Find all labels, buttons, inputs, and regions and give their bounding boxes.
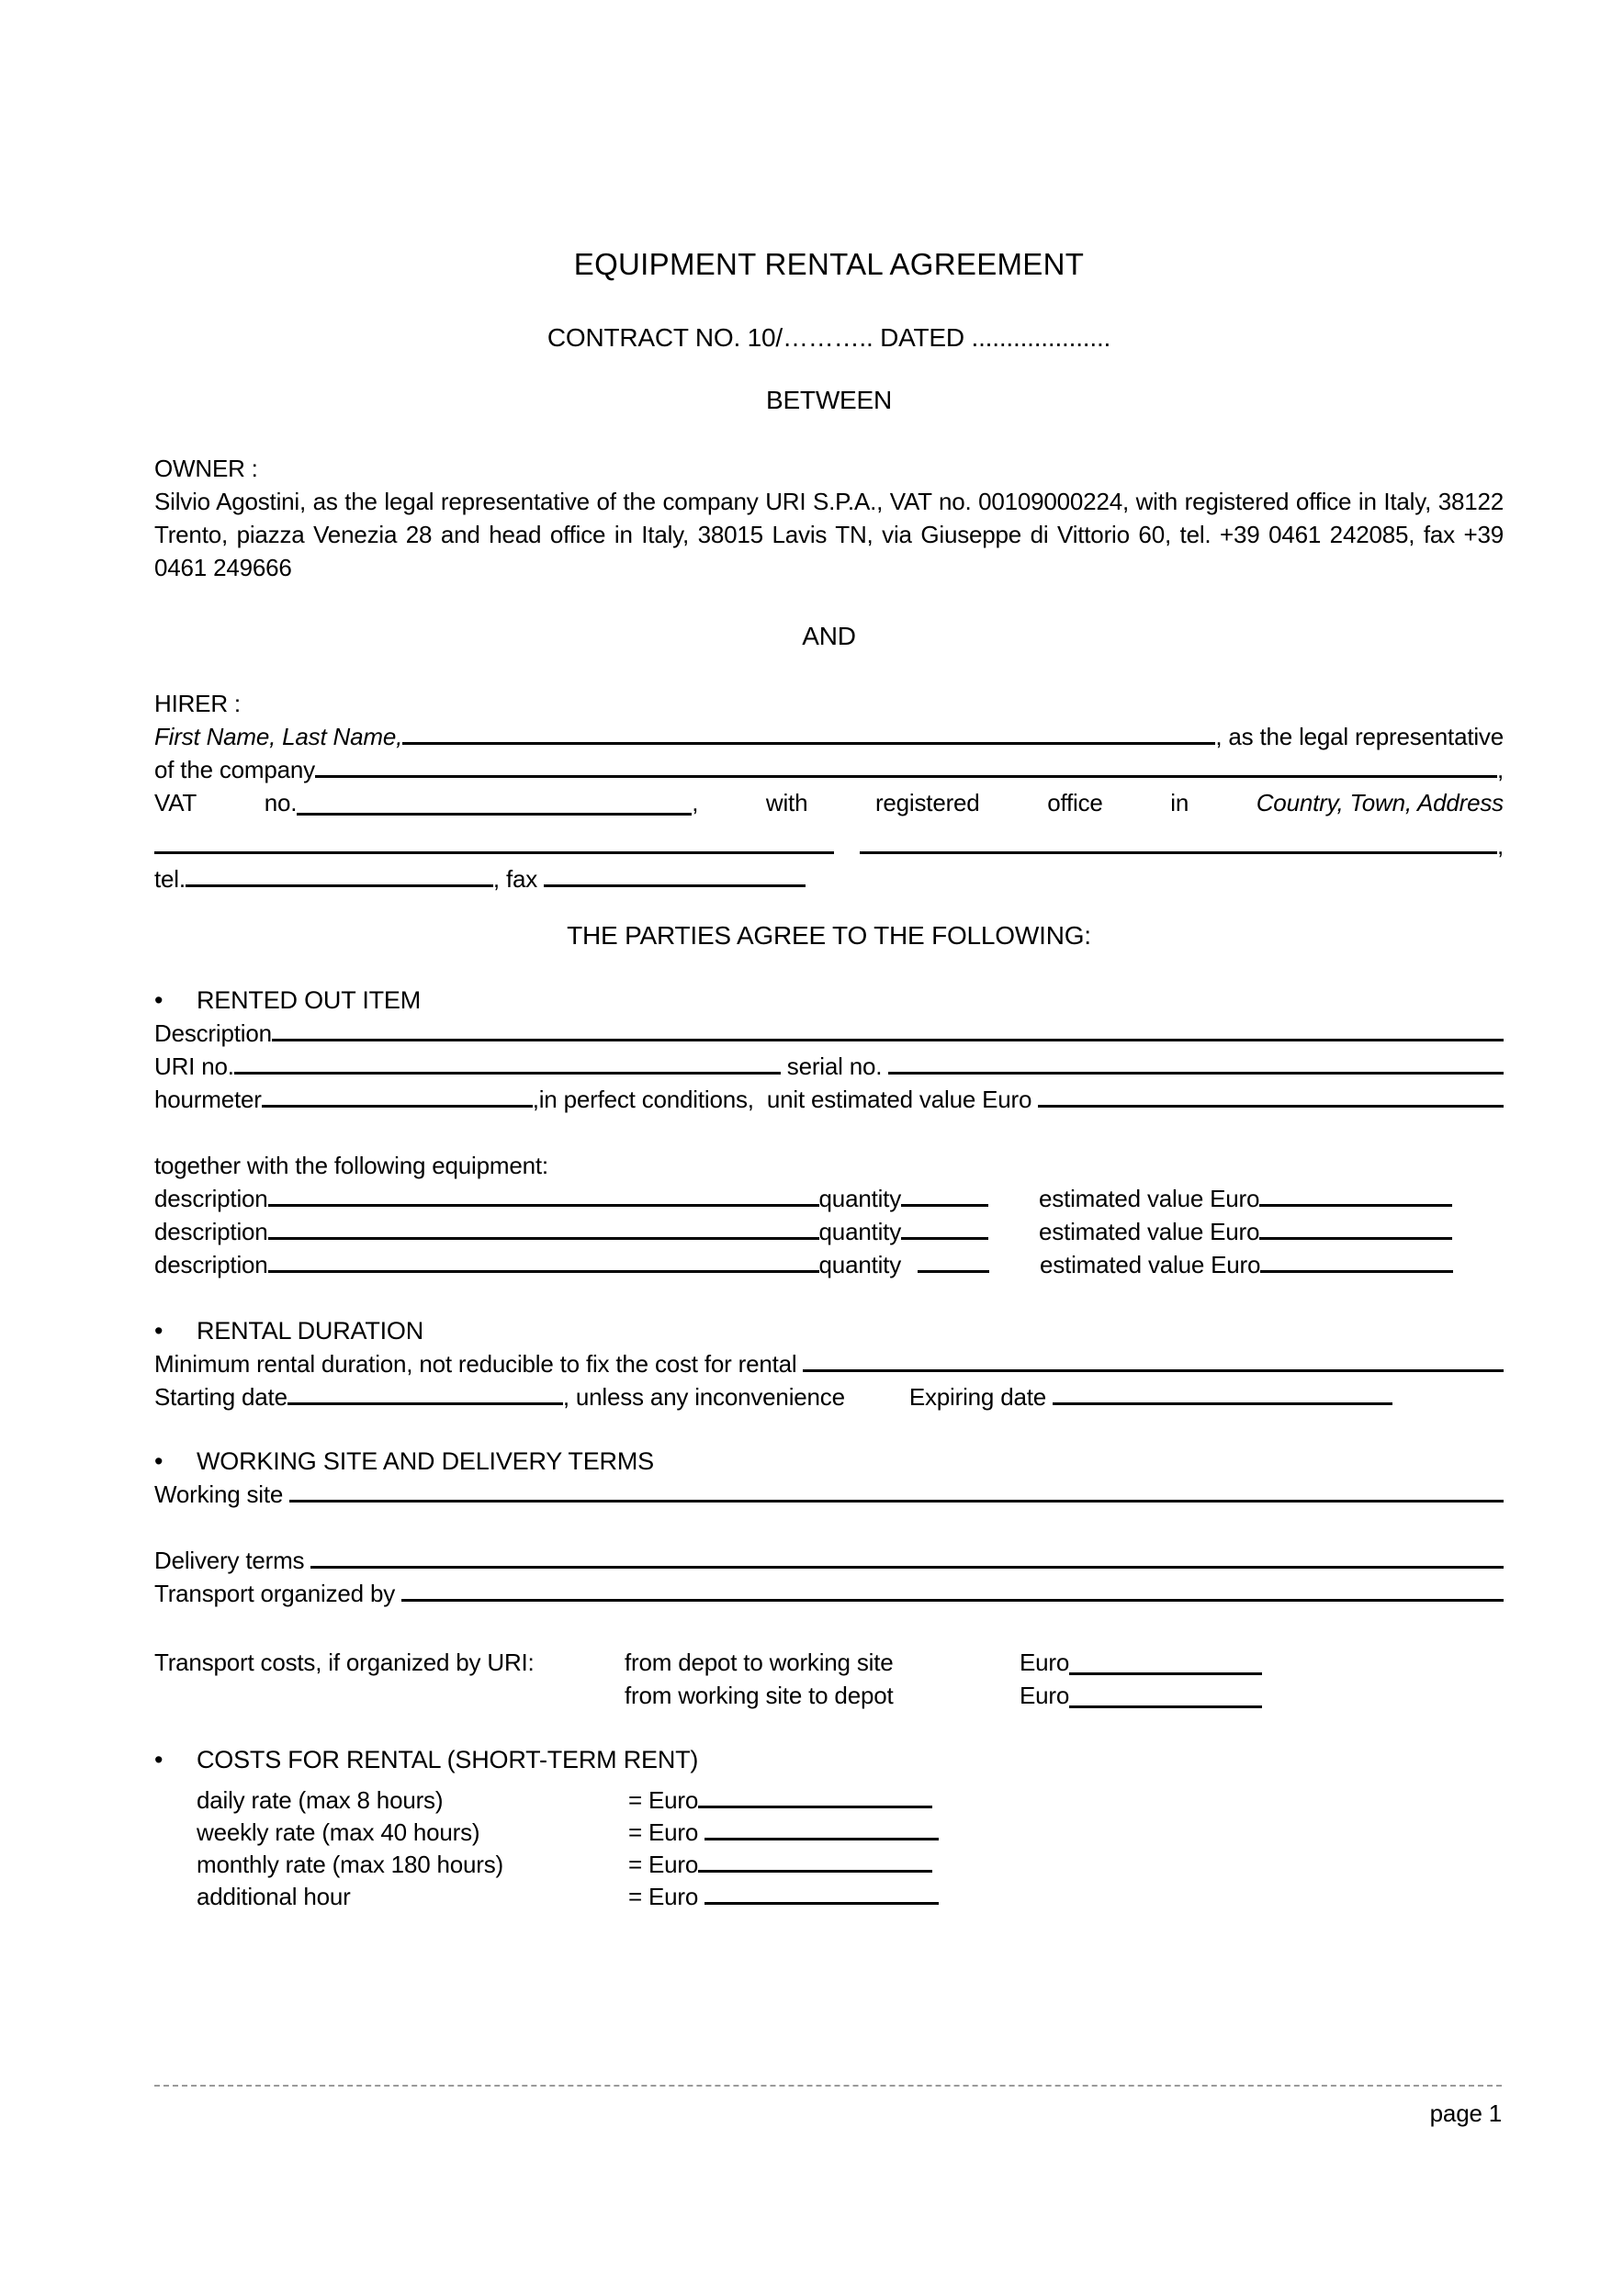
footer-divider-rule: [154, 2085, 1502, 2087]
blank-field: [262, 1105, 533, 1108]
blank-field: [287, 1402, 563, 1405]
field-label: URI no.: [154, 1052, 234, 1080]
field-label: Transport organized by: [154, 1580, 402, 1607]
transport-route-label: from depot to working site: [625, 1649, 894, 1676]
equipment-rows: [154, 1182, 1504, 1281]
field-label: hourmeter: [154, 1086, 262, 1113]
blank-field: [698, 1806, 932, 1808]
section-heading-label: RENTED OUT ITEM: [197, 986, 422, 1014]
field-label: description: [154, 1218, 268, 1245]
form-line: [154, 1182, 1504, 1215]
rate-row: [154, 1784, 1504, 1817]
section-costs-rental: [154, 1743, 1504, 1913]
blank-field: [901, 1237, 988, 1240]
blank-field: [901, 1204, 988, 1207]
section-rental-duration: [154, 1314, 1504, 1413]
blank-field: [402, 742, 1215, 745]
section-heading-label: WORKING SITE AND DELIVERY TERMS: [197, 1447, 654, 1475]
form-line: [154, 1215, 1504, 1248]
transport-costs-intro: Transport costs, if organized by URI:: [154, 1649, 535, 1676]
form-line: [154, 753, 1504, 786]
form-line: [154, 829, 1504, 862]
section-heading-working-site: [154, 1445, 1504, 1478]
blank-field: [803, 1369, 1504, 1372]
blank-field: [888, 1072, 1504, 1075]
rate-eq-label: = Euro: [628, 1883, 705, 1910]
section-rented-out-item: [154, 984, 1504, 1281]
field-label: estimated value Euro: [1039, 1218, 1260, 1245]
field-label-italic: Country, Town, Address: [1256, 789, 1504, 816]
form-line: [154, 786, 1504, 819]
blank-field: [698, 1870, 932, 1873]
field-label: quantity: [818, 1185, 902, 1212]
rate-eq-label: = Euro: [628, 1786, 699, 1814]
blank-field: [289, 1500, 1504, 1503]
field-label: Working site: [154, 1480, 290, 1508]
rate-eq-label: = Euro: [628, 1818, 705, 1846]
section-heading-label: COSTS FOR RENTAL (SHORT-TERM RENT): [197, 1746, 699, 1773]
field-label: estimated value Euro: [1040, 1251, 1261, 1278]
rate-label: monthly rate (max 180 hours): [197, 1851, 503, 1878]
field-label: in: [1170, 789, 1189, 816]
transport-costs-intro: [154, 1679, 625, 1712]
bullet-icon: •: [154, 1447, 163, 1475]
field-label: no.: [264, 789, 298, 816]
bullet-icon: •: [154, 986, 163, 1014]
rate-row: [154, 1849, 1504, 1881]
form-line: [154, 1544, 1504, 1577]
blank-field: [704, 1838, 939, 1840]
between-label: BETWEEN: [765, 386, 893, 414]
form-line: [154, 1017, 1504, 1050]
blank-field: [918, 1270, 989, 1273]
blank-field: [268, 1270, 819, 1273]
field-label: description: [154, 1251, 268, 1278]
rate-label: daily rate (max 8 hours): [197, 1786, 444, 1814]
blank-field: [310, 1566, 1504, 1569]
field-label: Description: [154, 1019, 272, 1047]
rates-block: [154, 1784, 1504, 1913]
field-label: Delivery terms: [154, 1547, 311, 1574]
form-line: [154, 1050, 1504, 1083]
section-heading-rented-out-item: [154, 984, 1504, 1017]
field-label: office: [1047, 789, 1103, 816]
blank-field: [272, 1039, 1504, 1041]
document-title: EQUIPMENT RENTAL AGREEMENT: [573, 247, 1085, 281]
field-label: ,: [692, 789, 699, 816]
rented-out-item-lines: [154, 1017, 1504, 1116]
field-label: registered: [874, 789, 980, 816]
form-line: [154, 1478, 1504, 1511]
owner-label: OWNER :: [154, 455, 258, 482]
field-label: quantity: [818, 1251, 902, 1278]
transport-cost-field: [1020, 1646, 1504, 1679]
field-label: Expiring date: [908, 1383, 1054, 1411]
field-label: ,in perfect conditions, unit estimated value Euro: [532, 1086, 1039, 1113]
blank-field: [1259, 1237, 1452, 1240]
field-label: VAT: [154, 789, 197, 816]
transport-route-label: from working site to depot: [625, 1682, 894, 1709]
form-line: [154, 1083, 1504, 1116]
field-label: , fax: [492, 865, 545, 893]
blank-field: [234, 1072, 781, 1075]
field-label: , unless any inconvenience: [562, 1383, 845, 1411]
blank-field: [1069, 1705, 1262, 1708]
blank-field: [860, 851, 1497, 854]
blank-field: [268, 1204, 819, 1207]
blank-field: [186, 884, 493, 887]
field-label: ,: [1496, 832, 1504, 860]
owner-paragraph: Silvio Agostini, as the legal representative of the company URI S.P.A., VAT no. 00109000224, with registered office in Italy, 38122 Trento, piazza Venezia 28 and head office in Italy, 38015 Lavis TN, via Giuseppe di Vittorio 60, tel. +39 0461 242085, fax +39 0461 249666: [154, 488, 1504, 581]
section-heading-costs-rental: [154, 1743, 1504, 1776]
section-heading-rental-duration: [154, 1314, 1504, 1347]
blank-field: [268, 1237, 819, 1240]
page-footer: [154, 2085, 1502, 2128]
hirer-label: HIRER :: [154, 690, 241, 717]
field-label: tel.: [154, 865, 186, 893]
rate-eq-label: = Euro: [628, 1851, 699, 1878]
rate-row: [154, 1881, 1504, 1913]
blank-field: [297, 813, 692, 816]
equipment-intro-line: together with the following equipment:: [154, 1152, 548, 1179]
field-group: [265, 786, 699, 819]
field-label: of the company: [154, 756, 315, 783]
rental-duration-lines: [154, 1347, 1504, 1413]
field-label: serial no.: [780, 1052, 889, 1080]
page-number-label: page 1: [1429, 2099, 1502, 2127]
transport-costs-block: [154, 1646, 1504, 1712]
form-line: [154, 1380, 1504, 1413]
rate-label: additional hour: [197, 1883, 351, 1910]
working-site-lines: [154, 1478, 1504, 1610]
contract-number-line: CONTRACT NO. 10/……….. DATED ....................: [547, 323, 1111, 352]
blank-field: [154, 851, 834, 854]
parties-agree-line: THE PARTIES AGREE TO THE FOLLOWING:: [567, 921, 1091, 950]
form-line: [154, 1577, 1504, 1610]
blank-field: [704, 1902, 939, 1905]
blank-field: [1038, 1105, 1504, 1108]
field-label: , as the legal representative: [1215, 723, 1504, 750]
form-line: [154, 862, 1504, 895]
field-label: estimated value Euro: [1039, 1185, 1260, 1212]
section-working-site: [154, 1445, 1504, 1712]
and-label: AND: [802, 622, 856, 650]
blank-field: [315, 775, 1497, 778]
form-line: [154, 1347, 1504, 1380]
field-label: Starting date: [154, 1383, 287, 1411]
bullet-icon: •: [154, 1746, 163, 1773]
currency-label: Euro: [1020, 1649, 1070, 1676]
field-label: description: [154, 1185, 268, 1212]
field-label: ,: [1496, 756, 1504, 783]
blank-field: [401, 1599, 1504, 1602]
section-heading-label: RENTAL DURATION: [197, 1317, 424, 1345]
blank-field: [1259, 1204, 1452, 1207]
rate-label: weekly rate (max 40 hours): [197, 1818, 480, 1846]
form-line: [154, 720, 1504, 753]
currency-label: Euro: [1020, 1682, 1070, 1709]
form-line: [154, 1248, 1504, 1281]
field-label: quantity: [818, 1218, 902, 1245]
rate-row: [154, 1817, 1504, 1849]
hirer-form-lines: [154, 720, 1504, 895]
blank-field: [1069, 1672, 1262, 1675]
bullet-icon: •: [154, 1317, 163, 1345]
field-label-italic: First Name, Last Name,: [154, 723, 403, 750]
blank-field: [1053, 1402, 1392, 1405]
blank-field: [1260, 1270, 1453, 1273]
transport-cost-field: [1020, 1679, 1504, 1712]
field-label: with: [765, 789, 808, 816]
field-label: Minimum rental duration, not reducible to fix the cost for rental: [154, 1350, 804, 1378]
blank-field: [544, 884, 806, 887]
